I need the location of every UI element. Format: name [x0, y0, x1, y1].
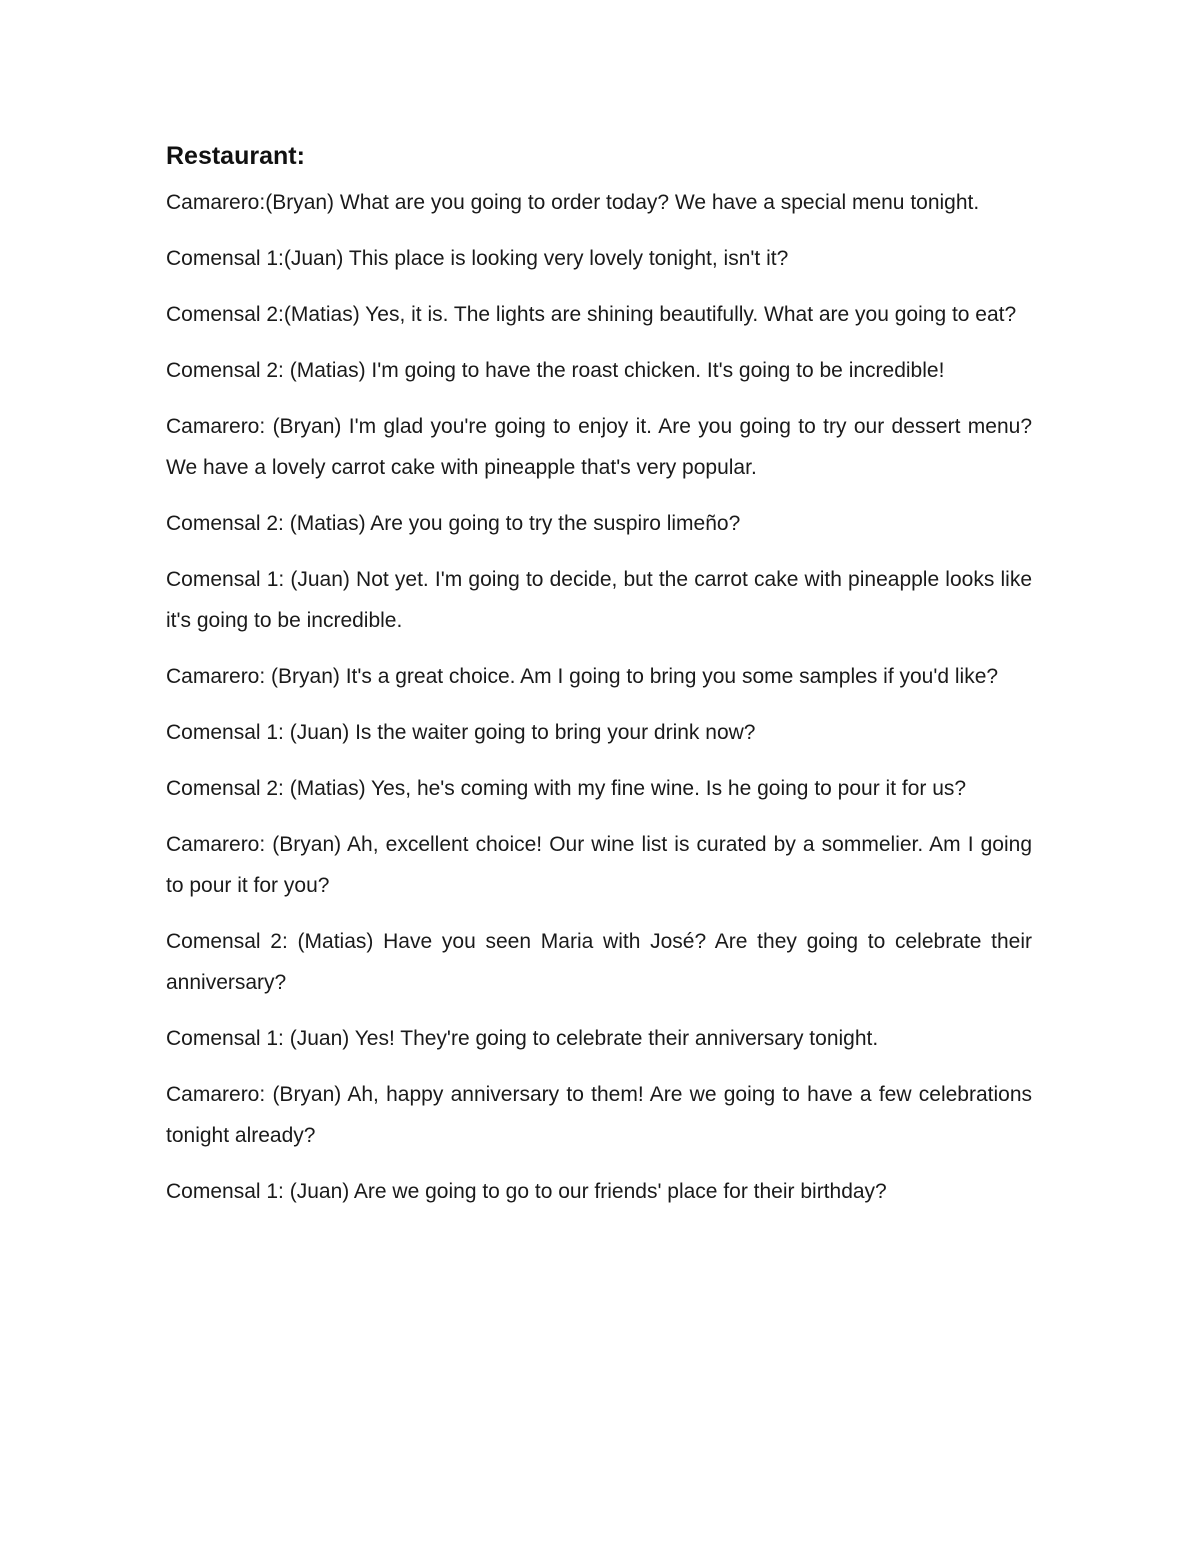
dialogue-line: Comensal 2:(Matias) Yes, it is. The lights are shining beautifully. What are you going to eat? [166, 303, 1017, 326]
dialogue-line: Comensal 1: (Juan) Is the waiter going to bring your drink now? [166, 721, 756, 744]
dialogue-line: Comensal 1: (Juan) Yes! They're going to celebrate their anniversary tonight. [166, 1027, 879, 1050]
dialogue-line: Camarero: (Bryan) I'm glad you're going to enjoy it. Are you going to try our dessert menu? We have a lovely carrot cake with pineapple that's very popular. [166, 415, 1032, 479]
dialogue-line: Comensal 1:(Juan) This place is looking very lovely tonight, isn't it? [166, 247, 789, 270]
dialogue-line: Camarero: (Bryan) Ah, excellent choice! Our wine list is curated by a sommelier. Am I going to pour it for you? [166, 833, 1032, 897]
dialogue-line: Comensal 2: (Matias) Have you seen Maria with José? Are they going to celebrate their anniversary? [166, 930, 1032, 994]
dialogue-line: Camarero:(Bryan) What are you going to order today? We have a special menu tonight. [166, 191, 980, 214]
dialogue-line: Camarero: (Bryan) Ah, happy anniversary to them! Are we going to have a few celebrations tonight already? [166, 1083, 1032, 1147]
dialogue-line: Comensal 2: (Matias) Yes, he's coming with my fine wine. Is he going to pour it for us? [166, 777, 967, 800]
dialogue-line: Camarero: (Bryan) It's a great choice. Am I going to bring you some samples if you'd like? [166, 665, 999, 688]
dialogue-line: Comensal 1: (Juan) Are we going to go to our friends' place for their birthday? [166, 1180, 887, 1203]
document-body [166, 138, 1032, 1227]
dialogue-line: Comensal 1: (Juan) Not yet. I'm going to decide, but the carrot cake with pineapple looks like it's going to be incredible. [166, 568, 1032, 632]
dialogue-line: Comensal 2: (Matias) Are you going to try the suspiro limeño? [166, 512, 741, 535]
dialogue-line: Comensal 2: (Matias) I'm going to have the roast chicken. It's going to be incredible! [166, 359, 945, 382]
document-title: Restaurant: [166, 142, 305, 170]
